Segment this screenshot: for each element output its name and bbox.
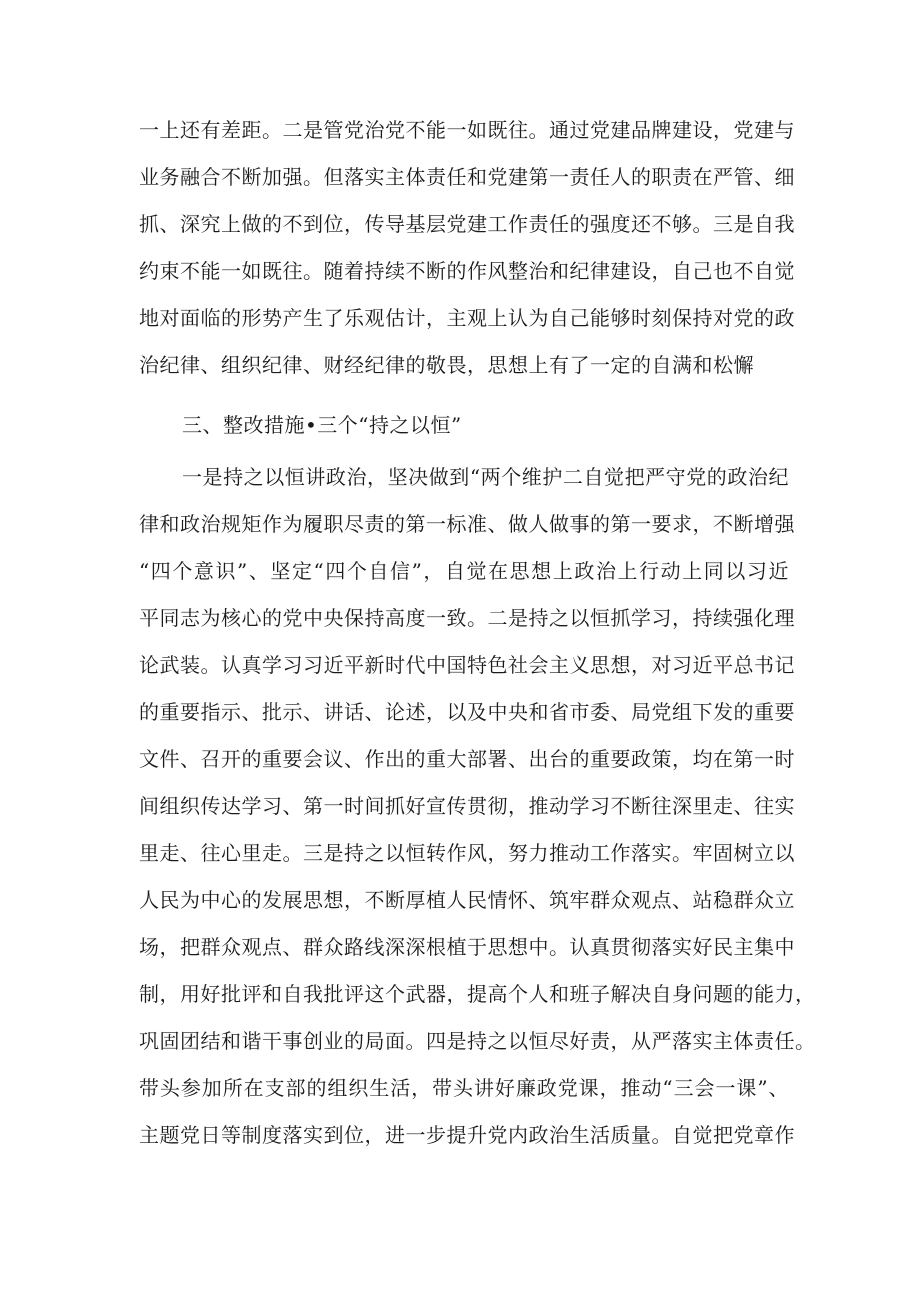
- paragraph-1-line-4: 约束不能一如既往。随着持续不断的作风整治和纪律建设，自己也不自觉: [139, 259, 795, 283]
- paragraph-2-line-15: 主题党日等制度落实到位，进一步提升党内政治生活质量。自觉把党章作: [139, 1123, 795, 1147]
- paragraph-2-line-5: 论武装。认真学习习近平新时代中国特色社会主义思想，对习近平总书记: [139, 653, 795, 677]
- paragraph-2-line-13: 巩固团结和谐干事创业的局面。四是持之以恒尽好责，从严落实主体责任。: [139, 1029, 816, 1053]
- paragraph-2-line-2: 律和政治规矩作为履职尽责的第一标准、做人做事的第一要求，不断增强: [139, 512, 795, 536]
- paragraph-1-line-6: 治纪律、组织纪律、财经纪律的敬畏，思想上有了一定的自满和松懈: [139, 353, 754, 377]
- paragraph-1-line-5: 地对面临的形势产生了乐观估计，主观上认为自己能够时刻保持对党的政: [139, 306, 795, 330]
- paragraph-2-line-6: 的重要指示、批示、讲话、论述，以及中央和省市委、局党组下发的重要: [139, 700, 795, 724]
- paragraph-2-line-1: 一是持之以恒讲政治，坚决做到“两个维护二自觉把严守党的政治纪: [182, 465, 789, 489]
- paragraph-2-line-9: 里走、往心里走。三是持之以恒转作风，努力推动工作落实。牢固树立以: [139, 841, 795, 865]
- paragraph-1-line-2: 业务融合不断加强。但落实主体责任和党建第一责任人的职责在严管、细: [139, 165, 795, 189]
- paragraph-2-line-3: “四个意识”、坚定“四个自信”，自觉在思想上政治上行动上同以习近: [139, 559, 789, 583]
- paragraph-2-line-14: 带头参加所在支部的组织生活，带头讲好廉政党课，推动“三会一课”、: [139, 1076, 789, 1100]
- paragraph-1-line-1: 一上还有差距。二是管党治党不能一如既往。通过党建品牌建设，党建与: [139, 118, 795, 142]
- paragraph-2-line-7: 文件、召开的重要会议、作出的重大部署、出台的重要政策，均在第一时: [139, 747, 795, 771]
- section-heading: 三、整改措施•三个“持之以恒”: [182, 413, 462, 437]
- paragraph-2-line-10: 人民为中心的发展思想，不断厚植人民情怀、筑牢群众观点、站稳群众立: [139, 888, 795, 912]
- paragraph-2-line-4: 平同志为核心的党中央保持高度一致。二是持之以恒抓学习，持续强化理: [139, 606, 795, 630]
- paragraph-2-line-11: 场，把群众观点、群众路线深深根植于思想中。认真贯彻落实好民主集中: [139, 935, 795, 959]
- paragraph-2-line-12: 制，用好批评和自我批评这个武器，提高个人和班子解决自身问题的能力，: [139, 982, 816, 1006]
- paragraph-1-line-3: 抓、深究上做的不到位，传导基层党建工作责任的强度还不够。三是自我: [139, 212, 795, 236]
- paragraph-2-line-8: 间组织传达学习、第一时间抓好宣传贯彻，推动学习不断往深里走、往实: [139, 794, 795, 818]
